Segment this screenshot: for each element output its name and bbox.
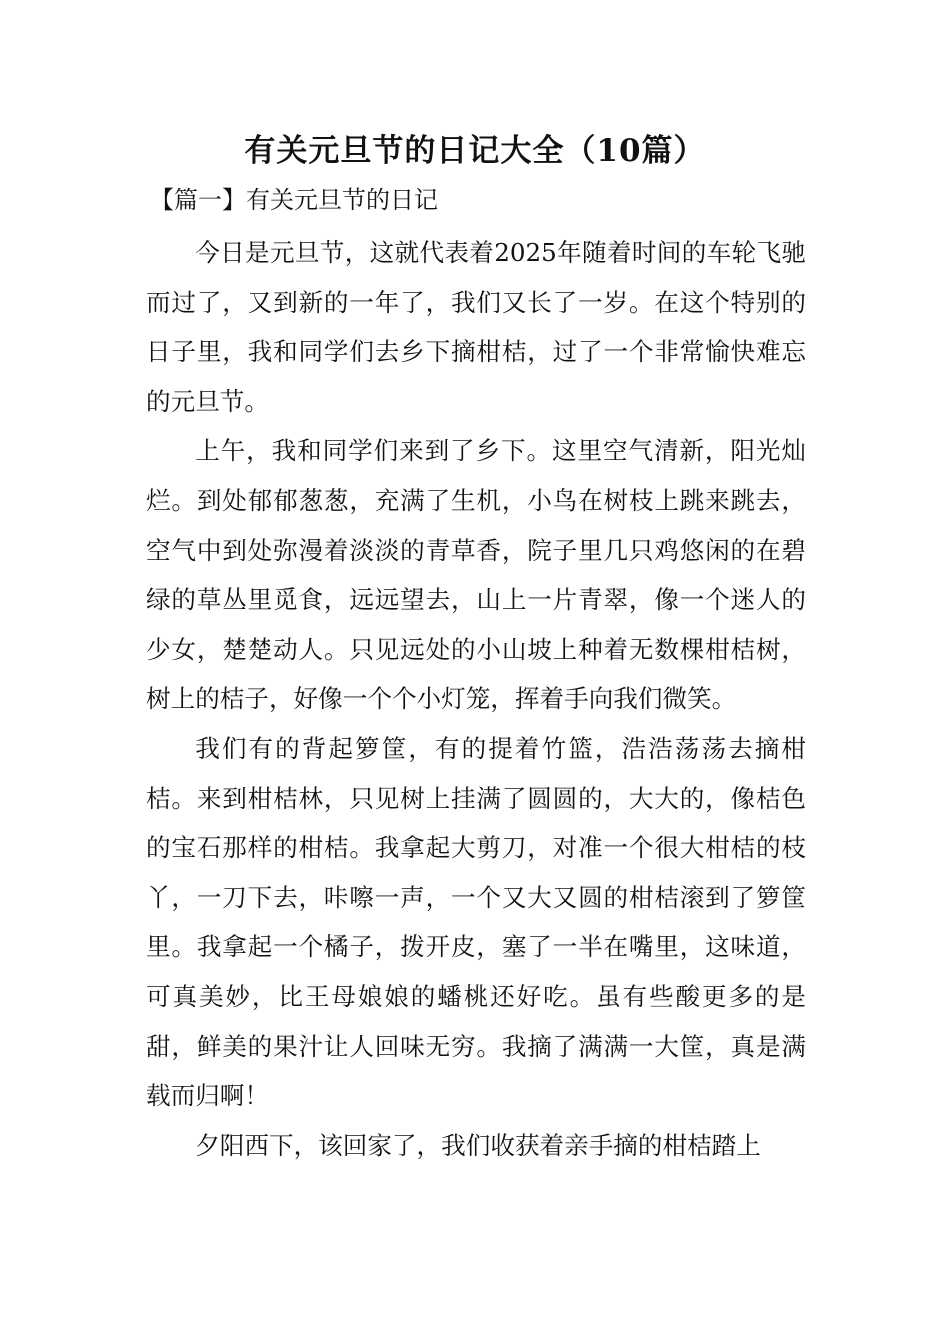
paragraph: 上午，我和同学们来到了乡下。这里空气清新，阳光灿烂。到处郁郁葱葱，充满了生机，小鸟在树枝上跳来跳去，空气中到处弥漫着淡淡的青草香，院子里几只鸡悠闲的在碧绿的草丛里觅食，远远望去，山上一片青翠，像一个迷人的少女，楚楚动人。只见远处的小山坡上种着无数棵柑桔树，树上的桔子，好像一个个小灯笼，挥着手向我们微笑。	[146, 436, 806, 714]
document-title: 有关元旦节的日记大全（10篇）	[244, 133, 706, 169]
section-heading: 【篇一】有关元旦节的日记	[150, 186, 438, 214]
document-body	[146, 228, 806, 1170]
paragraph: 今日是元旦节，这就代表着2025年随着时间的车轮飞驰而过了，又到新的一年了，我们又长了一岁。在这个特别的日子里，我和同学们去乡下摘柑桔，过了一个非常愉快难忘的元旦节。	[146, 238, 806, 416]
paragraph: 我们有的背起箩筐，有的提着竹篮，浩浩荡荡去摘柑桔。来到柑桔林，只见树上挂满了圆圆的，大大的，像桔色的宝石那样的柑桔。我拿起大剪刀，对准一个很大柑桔的枝丫，一刀下去，咔嚓一声，一个又大又圆的柑桔滚到了箩筐里。我拿起一个橘子，拨开皮，塞了一半在嘴里，这味道，可真美妙，比王母娘娘的蟠桃还好吃。虽有些酸更多的是甜，鲜美的果汁让人回味无穷。我摘了满满一大筐，真是满载而归啊！	[146, 733, 806, 1111]
paragraph: 夕阳西下，该回家了，我们收获着亲手摘的柑桔踏上	[195, 1130, 761, 1160]
